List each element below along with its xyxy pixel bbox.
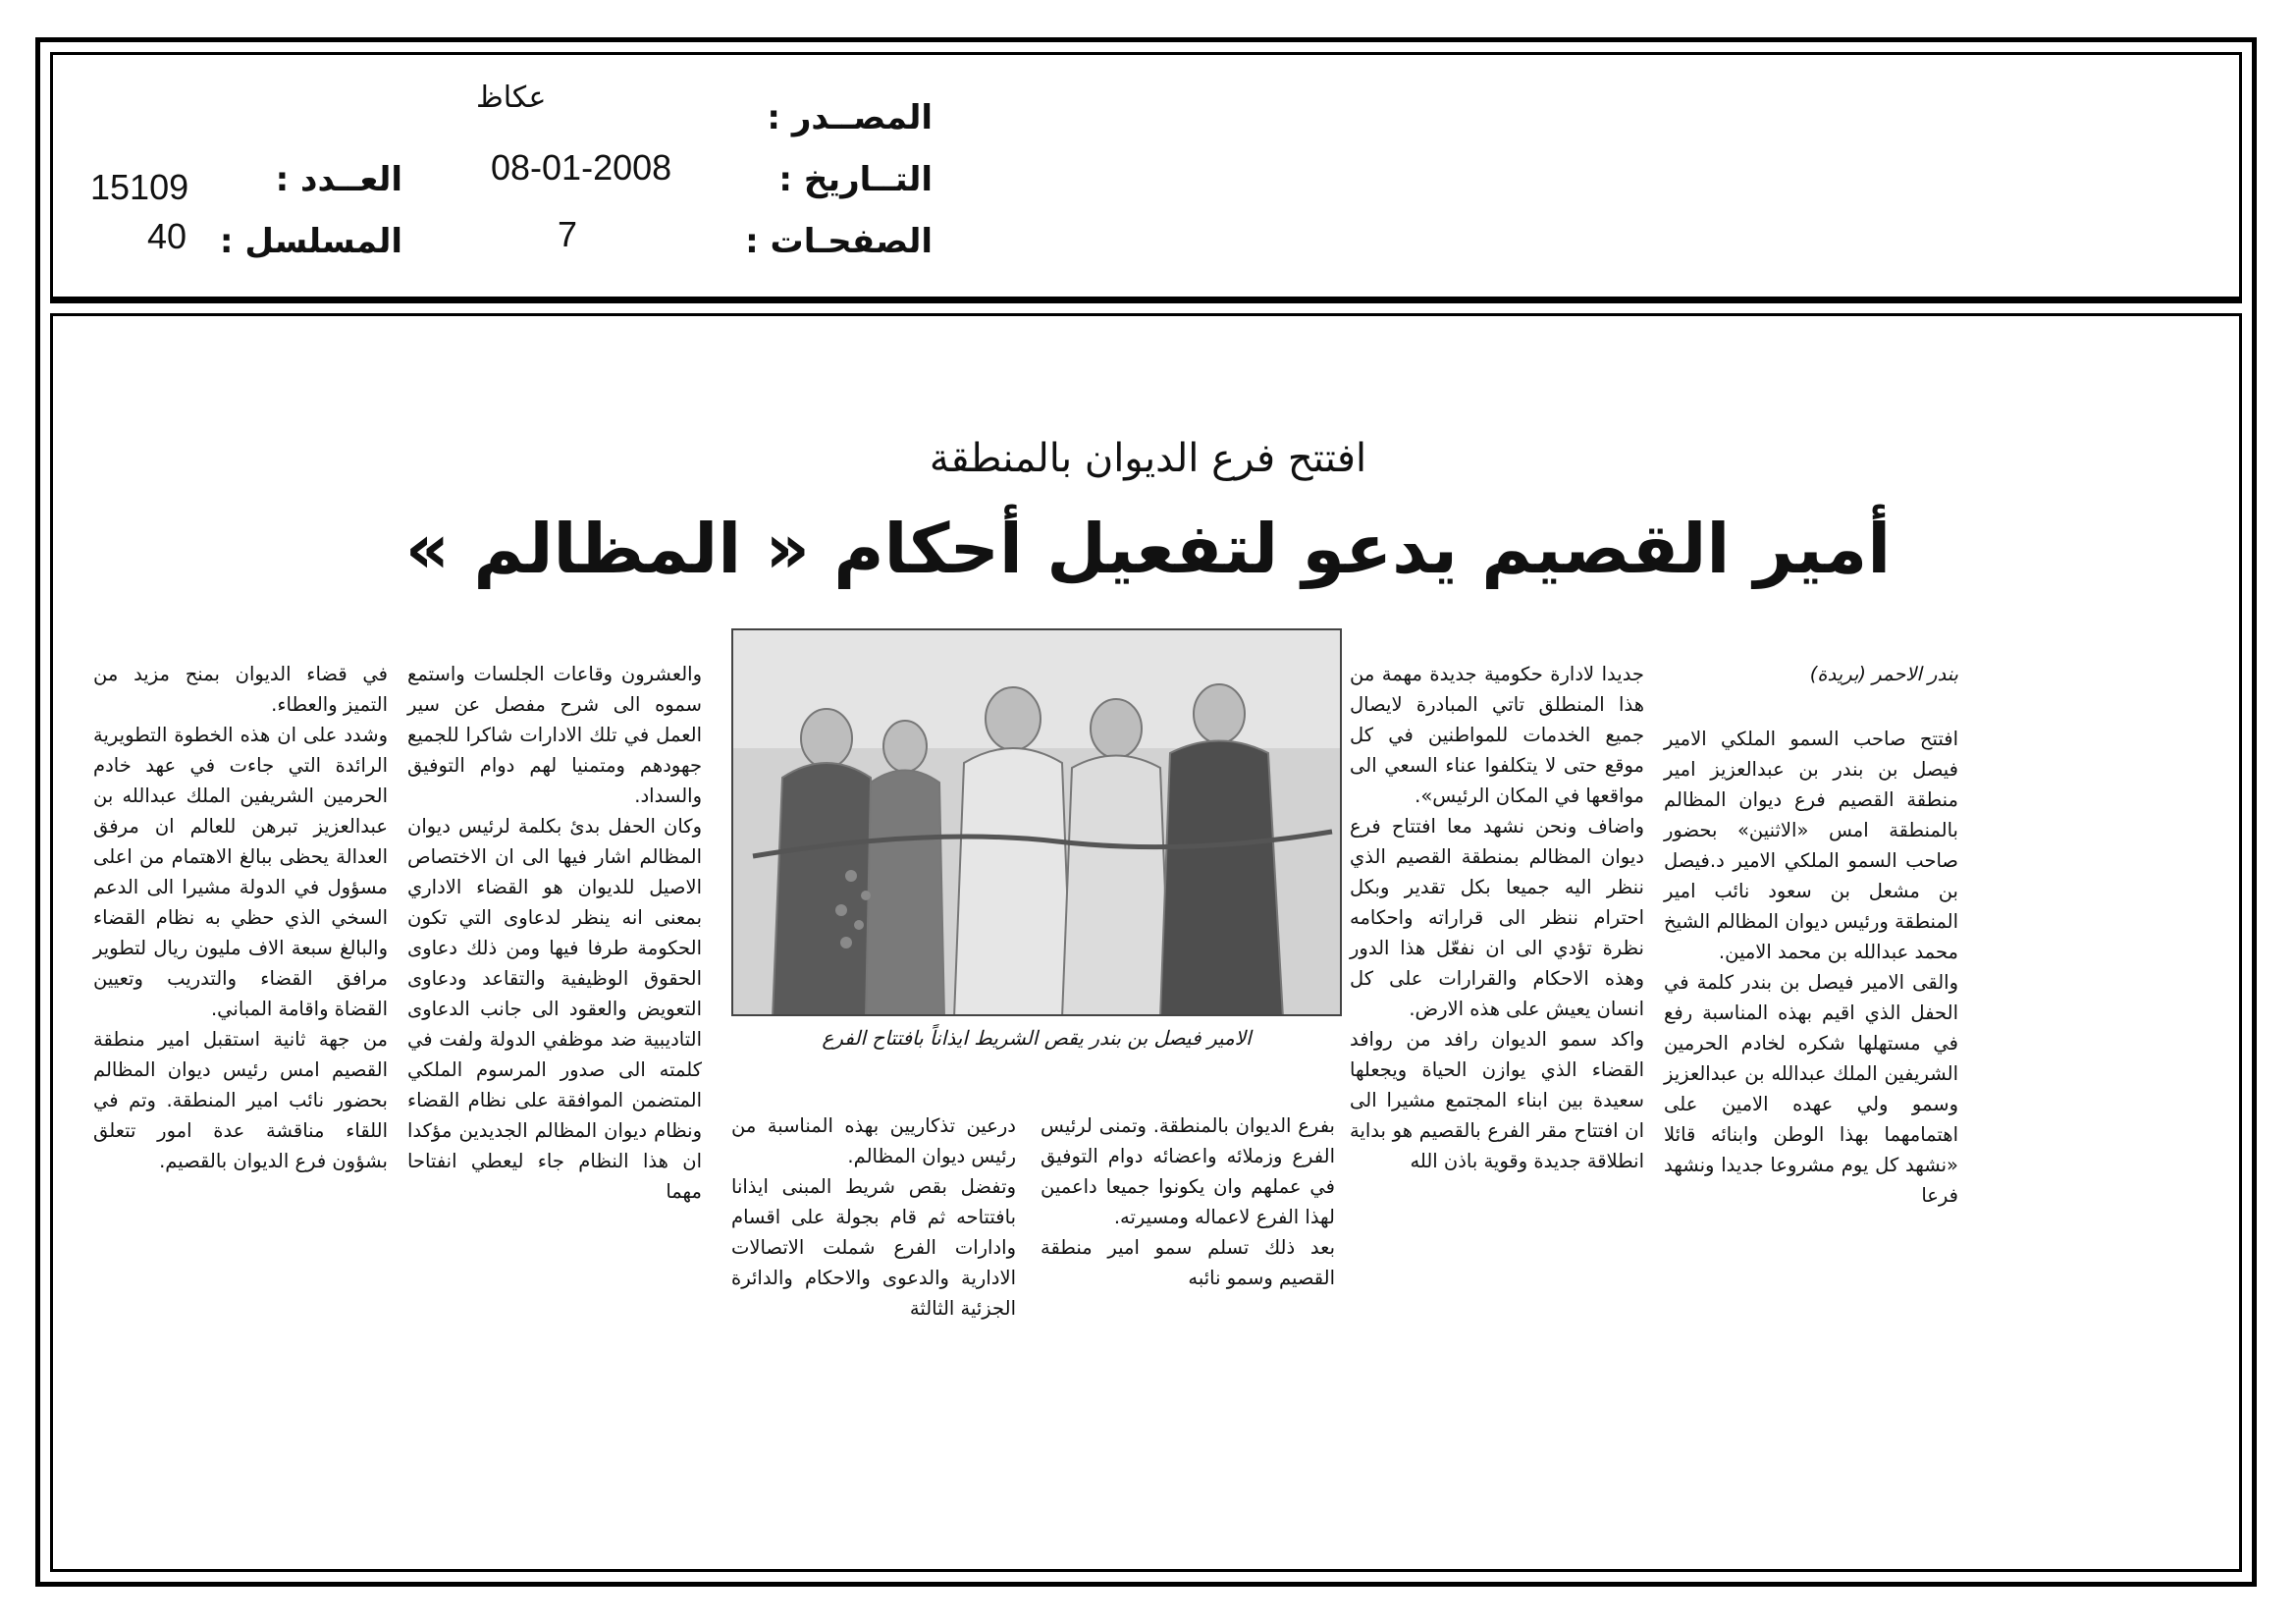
ribbon-cutting-photo <box>733 630 1342 1016</box>
article-byline: بندر الاحمر (بريدة) <box>1809 663 1958 685</box>
source-label: المصــدر : <box>767 98 933 137</box>
source-value: عكاظ <box>476 81 547 115</box>
photo-caption: الامير فيصل بن بندر يقص الشريط ايذاناً بافتتاح الفرع <box>822 1026 1252 1050</box>
serial-value: 40 <box>147 216 187 256</box>
article-column-4 <box>731 1080 1016 1324</box>
article-column-6 <box>93 628 388 1176</box>
column-2-text: جديدا لادارة حكومية جديدة مهمة من هذا المنطلق تاتي المبادرة لايصال جميع الخدمات للمواطنين في كل موقع حتى لا يتكلفوا عناء السعي الى مواقعها في المكان الرئيس». واضاف ونحن نشهد معا افتتاح فرع ديوان المظالم بمنطقة القصيم الذي ننظر اليه جميعا بكل تقدير وبكل احترام ننظر الى قراراته واحكامه نظرة تؤدي الى ان نفعّل هذا الدور وهذه الاحكام والقرارات على كل انسان يعيش على هذه الارض. واكد سمو الديوان رافد من روافد القضاء الذي يوازن الحياة ويجعلها سعيدة بين ابناء المجتمع مشيرا الى ان افتتاح مقر الفرع بالقصيم هو بداية انطلاقة جديدة وقوية باذن الله <box>1350 663 1644 1172</box>
header-separator <box>50 299 2242 303</box>
issue-value: 15109 <box>90 167 189 207</box>
serial-label: المسلسل : <box>219 222 402 261</box>
column-6-text: في قضاء الديوان بمنح مزيد من التميز والعطاء. وشدد على ان هذه الخطوة التطويرية الرائدة التي جاءت في عهد خادم الحرمين الشريفين الملك عبدالله بن عبدالعزيز تبرهن للعالم ان مرفق العدالة يحظى ببالغ الاهتمام من اعلى مسؤول في الدولة مشيرا الى الدعم السخي الذي حظي به نظام القضاء والبالغ سبعة الاف مليون ريال لتطوير مرافق القضاء والتدريب وتعيين القضاة واقامة المباني. من جهة ثانية استقبل امير منطقة القصيم امس رئيس ديوان المظالم بحضور نائب امير المنطقة. وتم في اللقاء مناقشة عدة امور تتعلق بشؤون فرع الديوان بالقصيم. <box>93 663 388 1172</box>
article-photo <box>731 628 1342 1016</box>
date-label: التــاريخ : <box>778 160 933 199</box>
article-headline: أمير القصيم يدعو لتفعيل أحكام « المظالم » <box>404 509 1892 589</box>
column-3-text: بفرع الديوان بالمنطقة. وتمنى لرئيس الفرع وزملائه واعضائه دوام التوفيق في عملهم وان يكونوا جميعا داعمين لهذا الفرع لاعماله ومسيرته. بعد ذلك تسلم سمو امير منطقة القصيم وسمو نائبه <box>1041 1114 1335 1289</box>
date-value: 08-01-2008 <box>491 147 672 188</box>
article-column-1 <box>1664 628 1958 1211</box>
pages-value: 7 <box>558 214 578 254</box>
column-5-text: والعشرون وقاعات الجلسات واستمع سموه الى شرح مفصل عن سير العمل في تلك الادارات شاكرا للجميع جهودهم ومتمنيا لهم دوام التوفيق والسداد. وكان الحفل بدئ بكلمة لرئيس ديوان المظالم اشار فيها الى ان الاختصاص الاصيل للديوان هو القضاء الاداري بمعنى انه ينظر لدعاوى التي تكون الحكومة طرفا فيها ومن ذلك دعاوى الحقوق الوظيفية والتقاعد ودعاوى التعويض والعقود الى جانب الدعاوى التاديبية ضد موظفي الدولة ولفت في كلمته الى صدور المرسوم الملكي المتضمن الموافقة على نظام القضاء ونظام ديوان المظالم الجديدين مؤكدا ان هذا النظام جاء ليعطي انفتاحا مهما <box>407 663 702 1203</box>
pages-label: الصفحـات : <box>745 222 933 261</box>
column-4-text: درعين تذكاريين بهذه المناسبة من رئيس ديوان المظالم. وتفضل بقص شريط المبنى ايذانا بافتتاحه ثم قام بجولة على اقسام وادارات الفرع شملت الاتصالات الادارية والدعوى والاحكام والدائرة الجزئية الثالثة <box>731 1114 1016 1320</box>
article-kicker: افتتح فرع الديوان بالمنطقة <box>929 436 1367 481</box>
article-column-2 <box>1350 628 1644 1176</box>
issue-label: العــدد : <box>275 160 402 199</box>
article-column-5 <box>407 628 702 1207</box>
column-1-text: افتتح صاحب السمو الملكي الامير فيصل بن بندر بن عبدالعزيز امير منطقة القصيم فرع ديوان المظالم بالمنطقة امس «الاثنين» بحضور صاحب السمو الملكي الامير د.فيصل بن مشعل بن سعود نائب امير المنطقة ورئيس ديوان المظالم الشيخ محمد عبدالله بن محمد الامين. والقى الامير فيصل بن بندر كلمة في الحفل الذي اقيم بهذه المناسبة رفع في مستهلها شكره لخادم الحرمين الشريفين الملك عبدالله بن عبدالعزيز وسمو ولي عهده الامين على اهتمامهما بهذا الوطن وابنائه قائلا «نشهد كل يوم مشروعا جديدا ونشهد فرعا <box>1664 728 1958 1207</box>
article-column-3 <box>1041 1080 1335 1293</box>
